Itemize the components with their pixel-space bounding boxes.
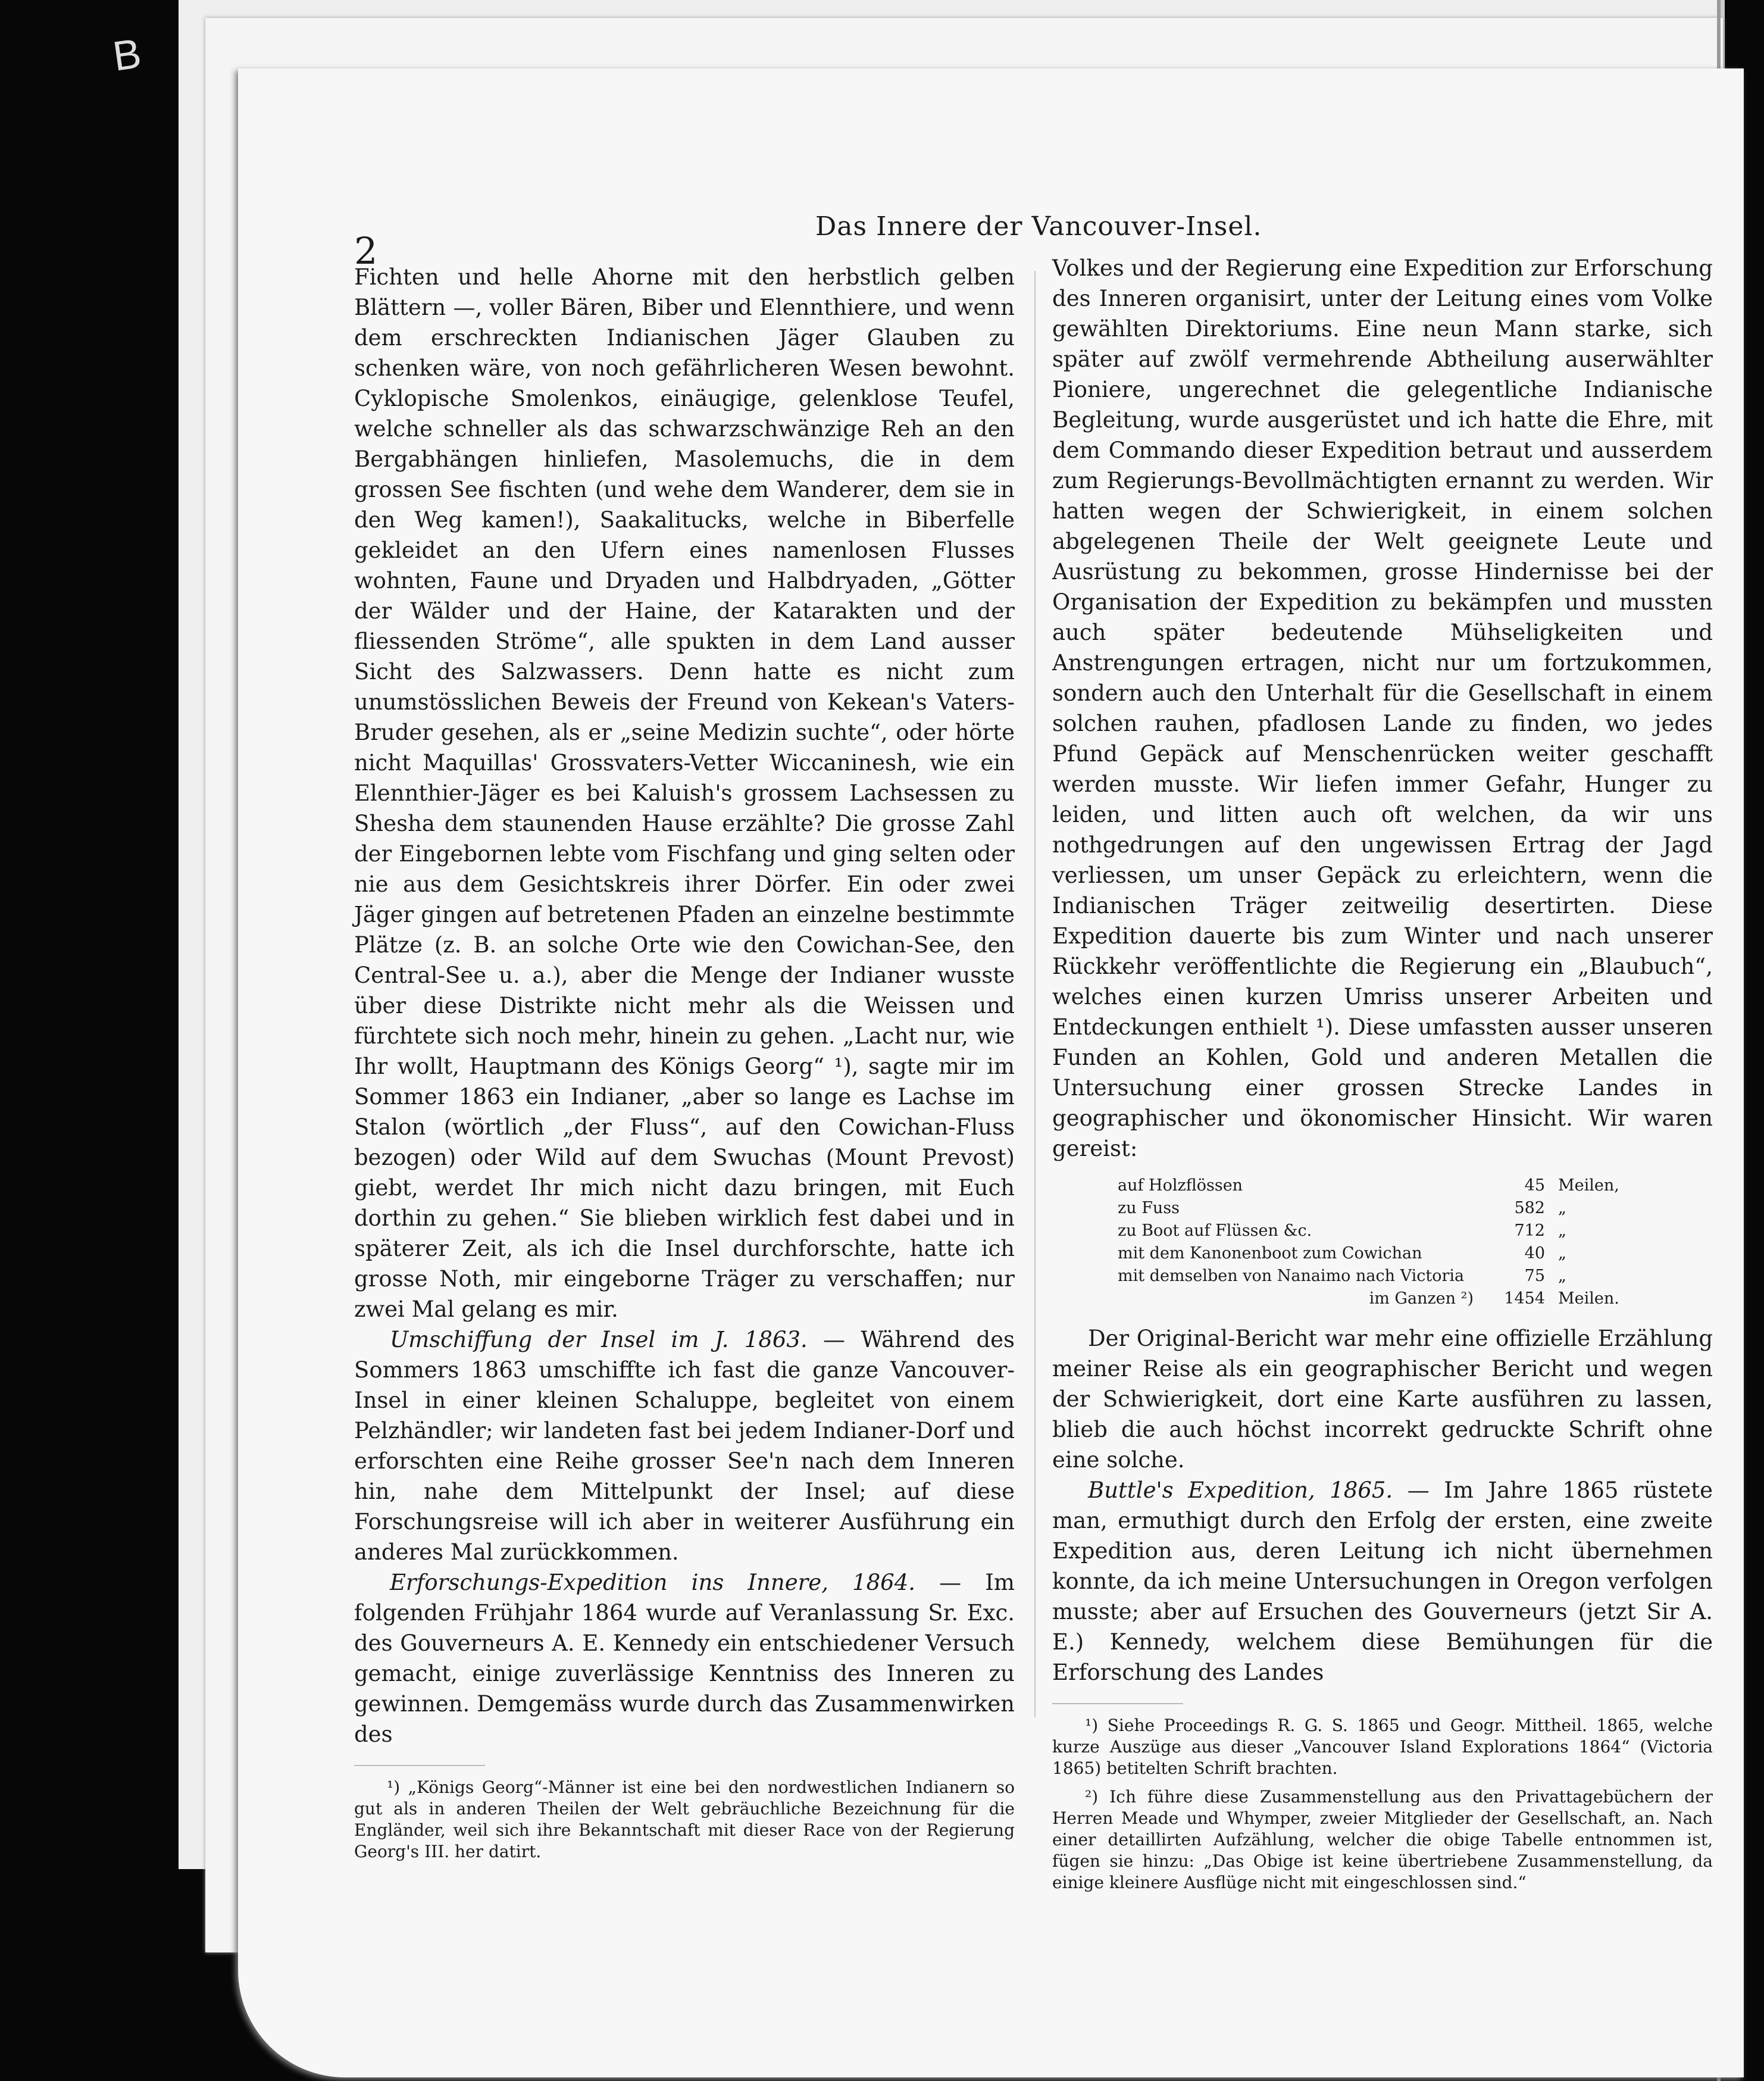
section-title-buttle-expedition: Buttle's Expedition, 1865.	[1088, 1477, 1393, 1503]
table-row	[1118, 1197, 1653, 1220]
table-unit: Meilen,	[1558, 1176, 1619, 1195]
table-label: zu Fuss	[1118, 1199, 1180, 1217]
table-total-value: 1454	[1504, 1289, 1545, 1308]
left-column	[354, 262, 1015, 1870]
left-paragraph-3	[354, 1567, 1015, 1749]
table-label: mit dem Kanonenboot zum Cowichan	[1118, 1244, 1422, 1263]
right-paragraph-3-text: — Im Jahre 1865 rüstete man, ermuthigt durch den Erfolg der ersten, eine zweite Expedition aus, deren Leitung ich nicht übernehmen konnte, da ich meine Untersuchungen in Oregon verfolgen musste; aber auf Ersuchen des Gouverneurs (jetzt Sir A. E.) Kennedy, welchem diese Bemühungen für die Erforschung des Landes	[1052, 1477, 1713, 1685]
column-divider	[1034, 271, 1036, 1717]
table-total-label: im Ganzen ²)	[1369, 1289, 1474, 1308]
table-label: zu Boot auf Flüssen &c.	[1118, 1221, 1312, 1240]
right-footnote-1: ¹) Siehe Proceedings R. G. S. 1865 und Geogr. Mittheil. 1865, welche kurze Auszüge aus dieser „Vancouver Island Explorations 1864“ (Victoria 1865) betitelten Schrift brachten.	[1052, 1716, 1713, 1778]
table-label: auf Holzflössen	[1118, 1176, 1243, 1195]
table-value: 75	[1524, 1267, 1545, 1285]
table-value: 40	[1524, 1244, 1545, 1263]
right-paragraph-1: Volkes und der Regierung eine Expedition zur Erforschung des Inneren organisirt, unter der Leitung eines vom Volke gewählten Direktoriums. Eine neun Mann starke, sich später auf zwölf vermehrende Abtheilung auserwählter Pioniere, ungerechnet die gelegentliche Indianische Begleitung, wurde ausgerüstet und ich hatte die Ehre, mit dem Commando dieser Expedition betraut und ausserdem zum Regierungs-Bevollmächtigten ernannt zu werden. Wir hatten wegen der Schwierigkeit, in einem solchen abgelegenen Theile der Welt geeignete Leute und Ausrüstung zu bekommen, grosse Hindernisse bei der Organisation der Expedition zu bekämpfen und mussten auch später bedeutende Mühseligkeiten und Anstrengungen ertragen, nicht nur um fortzukommen, sondern auch den Unterhalt für die Gesellschaft in einem solchen rauhen, pfadlosen Lande zu finden, wo jedes Pfund Gepäck auf Menschenrücken weiter geschafft werden musste. Wir liefen immer Gefahr, Hunger zu leiden, und litten auch oft welchen, da wir uns nothgedrungen auf den ungewissen Ertrag der Jagd verliessen, um unser Gepäck zu erleichtern, wenn die Indianischen Träger zeitweilig desertirten. Diese Expedition dauerte bis zum Winter und nach unserer Rückkehr veröffentlichte die Regierung ein „Blaubuch“, welches einen kurzen Umriss unserer Arbeiten und Entdeckungen enthielt ¹). Diese umfassten ausser unseren Funden an Kohlen, Gold und anderen Metallen die Untersuchung einer grossen Strecke Landes in geographischer und ökonomischer Hinsicht. Wir waren gereist:	[1052, 255, 1713, 1161]
table-row	[1118, 1174, 1653, 1197]
page-number: 2	[354, 229, 378, 273]
table-value: 712	[1514, 1221, 1545, 1240]
table-row	[1118, 1220, 1653, 1242]
right-paragraph-3	[1052, 1475, 1713, 1688]
table-row	[1118, 1242, 1653, 1265]
left-paragraph-1: Fichten und helle Ahorne mit den herbstlich gelben Blättern —, voller Bären, Biber und Elennthiere, und wenn dem erschreckten Indianischen Jäger Glauben zu schenken wäre, von noch gefährlicheren Wesen bewohnt. Cyklopische Smolenkos, einäugige, gelenklose Teufel, welche schneller als das schwarzschwänzige Reh an den Bergabhängen hinliefen, Masolemuchs, die in dem grossen See fischten (und wehe dem Wanderer, dem sie in den Weg kamen!), Saakalitucks, welche in Biberfelle gekleidet an den Ufern eines namenlosen Flusses wohnten, Faune und Dryaden und Halbdryaden, „Götter der Wälder und der Haine, der Katarakten und der fliessenden Ströme“, alle spukten in dem Land ausser Sicht des Salzwassers. Denn hatte es nicht zum unumstösslichen Beweis der Freund von Kekean's Vaters-Bruder gesehen, als er „seine Medizin suchte“, oder hörte nicht Maquillas' Grossvaters-Vetter Wiccaninesh, wie ein Elennthier-Jäger es bei Kaluish's grossem Lachsessen zu Shesha dem staunenden Hause erzählte? Die grosse Zahl der Eingebornen lebte vom Fischfang und ging selten oder nie aus dem Gesichtskreis ihrer Dörfer. Ein oder zwei Jäger gingen auf betretenen Pfaden an einzelne bestimmte Plätze (z. B. an solche Orte wie den Cowichan-See, den Central-See u. a.), aber die Menge der Indianer wusste über diese Distrikte nicht mehr als die Weissen und fürchtete sich noch mehr, hinein zu gehen. „Lacht nur, wie Ihr wollt, Hauptmann des Königs Georg“ ¹), sagte mir im Sommer 1863 ein Indianer, „aber so lange es Lachse im Stalon (wörtlich „der Fluss“, auf den Cowichan-Fluss bezogen) oder Wild auf dem Swuchas (Mount Prevost) giebt, werdet Ihr mich nicht dazu bringen, mit Euch dorthin zu gehen.“ Sie blieben wirklich fest dabei und in späterer Zeit, als ich die Insel durchforschte, hatte ich grosse Noth, mir eingeborne Träger zu verschaffen; nur zwei Mal gelang es mir.	[354, 264, 1015, 1322]
table-value: 45	[1524, 1176, 1545, 1195]
table-unit: „	[1558, 1244, 1566, 1263]
table-unit: „	[1558, 1221, 1566, 1240]
table-total-row	[1118, 1288, 1653, 1310]
left-paragraph-3-text: — Im folgenden Frühjahr 1864 wurde auf Veranlassung Sr. Exc. des Gouverneurs A. E. Kennedy ein entschiedener Versuch gemacht, einige zuverlässige Kenntniss des Inneren zu gewinnen. Demgemäss wurde durch das Zusammenwirken des	[354, 1570, 1015, 1747]
table-row	[1118, 1265, 1653, 1288]
right-footnote-2: ²) Ich führe diese Zusammenstellung aus den Privattagebüchern der Herren Meade und Whymper, zweier Mitglieder der Gesellschaft, an. Nach einer detaillirten Aufzählung, welcher die obige Tabelle entnommen ist, fügen sie hinzu: „Das Obige ist keine übertriebene Zusammenstellung, da einige kleinere Ausflüge nicht mit eingeschlossen sind.“	[1052, 1787, 1713, 1892]
left-paragraph-2	[354, 1324, 1015, 1567]
running-head: Das Innere der Vancouver-Insel.	[815, 211, 1262, 242]
footnote-rule	[354, 1765, 485, 1766]
table-unit: „	[1558, 1267, 1566, 1285]
right-paragraph-2: Der Original-Bericht war mehr eine offizielle Erzählung meiner Reise als ein geographischer Bericht und wegen der Schwierigkeit, dort eine Karte ausführen zu lassen, blieb die auch höchst incorrekt gedruckte Schrift ohne eine solche.	[1052, 1326, 1713, 1473]
table-label: mit demselben von Nanaimo nach Victoria	[1118, 1267, 1465, 1285]
section-title-expedition-1864: Erforschungs-Expedition ins Innere, 1864.	[390, 1570, 916, 1595]
right-column	[1052, 253, 1713, 1901]
archive-corner-mark: B	[110, 30, 144, 80]
table-unit: „	[1558, 1199, 1566, 1217]
section-title-circumnavigation: Umschiffung der Insel im J. 1863.	[390, 1327, 808, 1352]
left-footnote-1: ¹) „Königs Georg“-Männer ist eine bei den nordwestlichen Indianern so gut als in anderen Theilen der Welt gebräuchliche Bezeichnung für die Engländer, weil sich ihre Bekanntschaft mit dieser Race von der Regierung Georg's III. her datirt.	[354, 1777, 1015, 1861]
table-total-unit: Meilen.	[1558, 1289, 1619, 1308]
table-value: 582	[1514, 1199, 1545, 1217]
footnote-rule	[1052, 1703, 1183, 1704]
distance-table	[1118, 1174, 1653, 1310]
document-page	[238, 68, 1744, 2077]
left-paragraph-2-text: — Während des Sommers 1863 umschiffte ich fast die ganze Vancouver-Insel in einer kleinen Schaluppe, begleitet von einem Pelzhändler; wir landeten fast bei jedem Indianer-Dorf und erforschten eine Reihe grosser See'n nach dem Inneren hin, nahe dem Mittelpunkt der Insel; auf diese Forschungsreise will ich aber in weiterer Ausführung ein anderes Mal zurückkommen.	[354, 1327, 1015, 1565]
